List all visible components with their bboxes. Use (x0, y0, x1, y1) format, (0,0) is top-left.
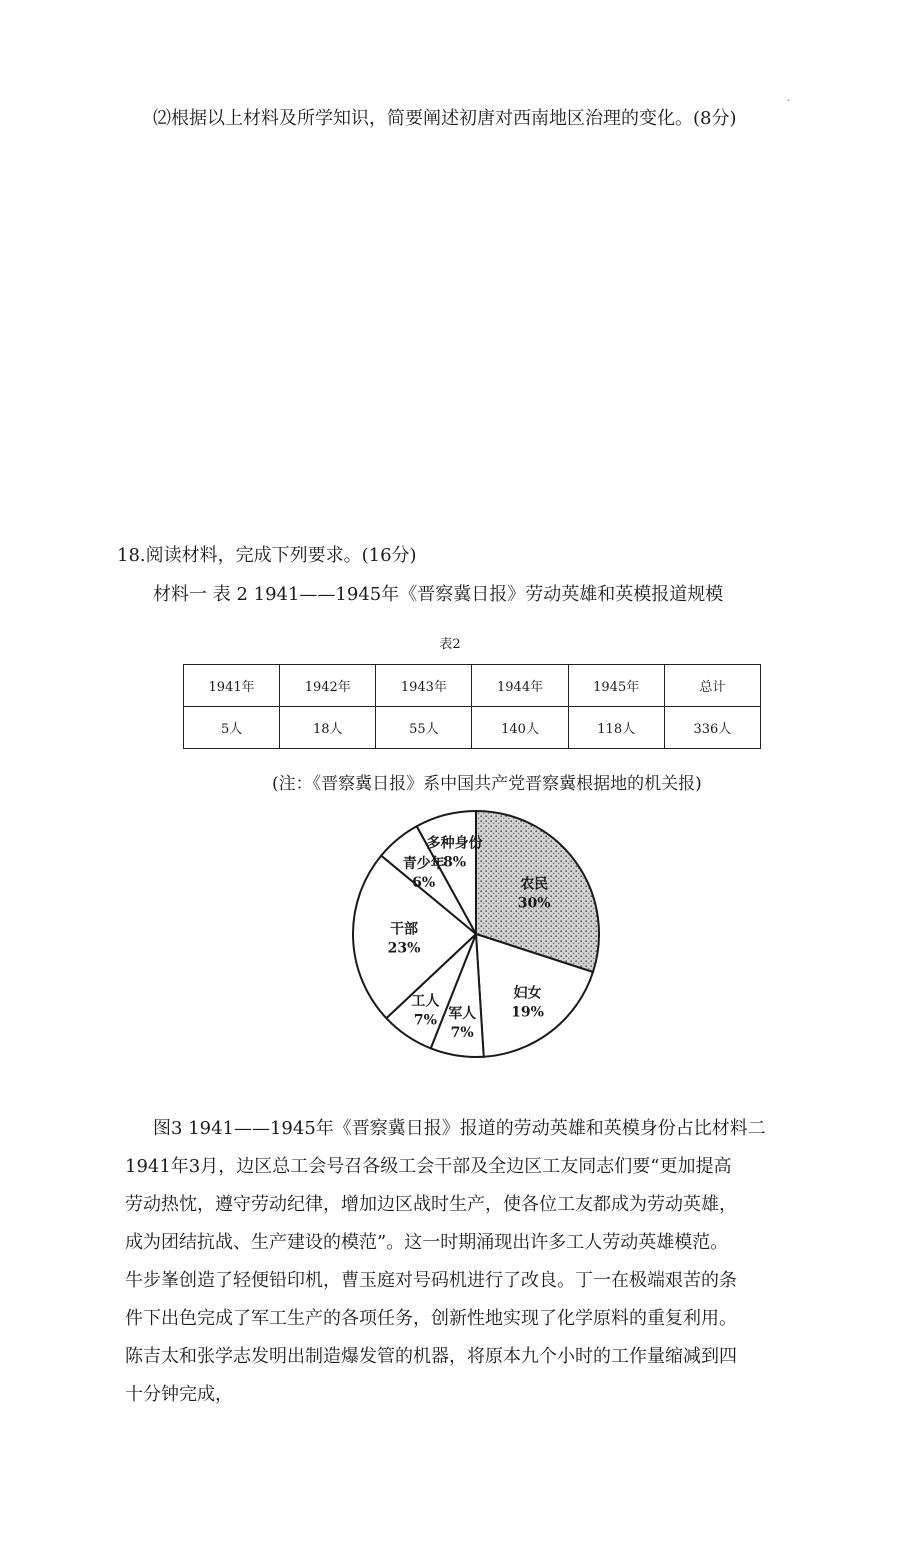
table-row (184, 707, 761, 749)
table-note: (注：《晋察冀日报》系中国共产党晋察冀根据地的机关报) (272, 774, 702, 794)
slice-value-label: 8% (443, 854, 467, 871)
table-cell: 5人 (184, 707, 280, 749)
slice-label: 军人 (448, 1005, 477, 1022)
corner-mark: · (787, 96, 791, 107)
table-cell: 55人 (376, 707, 472, 749)
paragraph-line: 成为团结抗战、生产建设的模范”。这一时期涌现出许多工人劳动英雄模范。 (125, 1232, 729, 1253)
slice-value-label: 7% (413, 1012, 437, 1029)
slice-value-label: 23% (387, 940, 421, 957)
table-cell: 18人 (280, 707, 376, 749)
table-cell: 118人 (568, 707, 664, 749)
slice-label: 妇女 (513, 985, 542, 1002)
table-header-cell: 1942年 (280, 665, 376, 707)
table-header-cell: 总计 (664, 665, 760, 707)
paragraph-line: 陈吉太和张学志发明出制造爆发管的机器，将原本九个小时的工作量缩减到四 (125, 1346, 737, 1367)
paragraph-line: 劳动热忱，遵守劳动纪律，增加边区战时生产，使各位工友都成为劳动英雄， (125, 1194, 737, 1215)
slice-value-label: 7% (450, 1024, 474, 1041)
slice-label: 干部 (390, 921, 418, 938)
table-header-cell: 1941年 (184, 665, 280, 707)
paragraph-line: 十分钟完成， (125, 1384, 233, 1405)
paragraph-line: 图3 1941——1945年《晋察冀日报》报道的劳动英雄和英模身份占比材料二 (153, 1118, 766, 1139)
table-cell: 140人 (472, 707, 568, 749)
table-header-cell: 1945年 (568, 665, 664, 707)
paragraph-line: 1941年3月，边区总工会号召各级工会干部及全边区工友同志们要“更加提高 (125, 1156, 732, 1177)
slice-value-label: 19% (511, 1004, 544, 1021)
slice-label: 青少年 (402, 855, 445, 872)
slice-value-label: 6% (412, 874, 436, 891)
table-header-cell: 1943年 (376, 665, 472, 707)
report-scale-table (183, 664, 761, 749)
table-header-row (184, 665, 761, 707)
identity-pie-chart (345, 810, 615, 1066)
paragraph-line: 件下出色完成了军工生产的各项任务，创新性地实现了化学原料的重复利用。 (125, 1308, 737, 1329)
material-2-paragraph (125, 1110, 815, 1414)
paragraph-line: 牛步峯创造了轻便铅印机，曹玉庭对号码机进行了改良。丁一在极端艰苦的条 (125, 1270, 737, 1291)
slice-label: 多种身份 (426, 835, 483, 852)
table-cell: 336人 (664, 707, 760, 749)
material-1-heading: 材料一 表 2 1941——1945年《晋察冀日报》劳动英雄和英模报道规模 (153, 584, 724, 605)
question-18: 18.阅读材料，完成下列要求。(16分) (117, 545, 417, 566)
slice-label: 工人 (411, 993, 440, 1010)
table-header-cell: 1944年 (472, 665, 568, 707)
question-2: ⑵根据以上材料及所学知识，简要阐述初唐对西南地区治理的变化。(8分) (153, 108, 737, 129)
slice-label: 农民 (520, 876, 549, 893)
table-caption: 表2 (439, 637, 461, 652)
slice-value-label: 30% (517, 895, 551, 912)
